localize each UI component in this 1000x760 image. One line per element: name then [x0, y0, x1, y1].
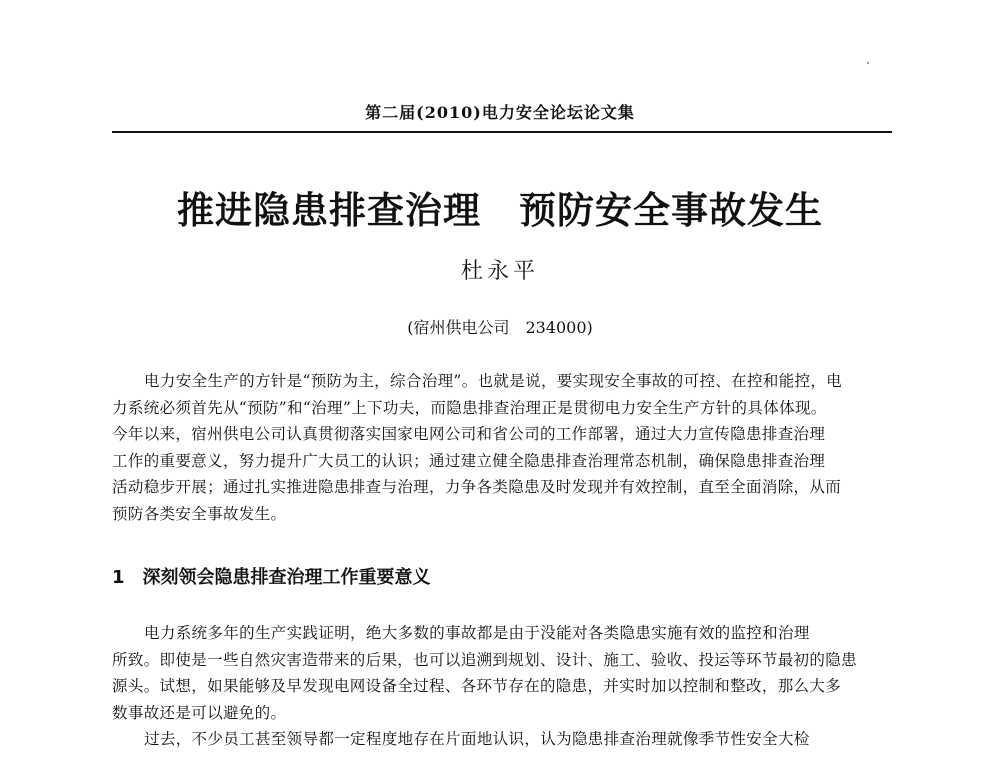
- body-line: 过去，不少员工甚至领导都一定程度地存在片面地认识，认为隐患排查治理就像季节性安全大检: [144, 730, 810, 748]
- header-rule: [112, 131, 892, 133]
- paper-title: 推进隐患排查治理 预防安全事故发生: [177, 189, 823, 232]
- body-line: 数事故还是可以避免的。: [112, 703, 287, 722]
- body-line: 电力系统多年的生产实践证明，绝大多数的事故都是由于没能对各类隐患实施有效的监控和治理: [144, 624, 810, 642]
- journal-header-title: 第二届(2010)电力安全论坛论文集: [365, 103, 635, 122]
- abstract-paragraph: [112, 368, 894, 527]
- abstract-line: 力系统必须首先从“预防”和“治理”上下功夫，而隐患排查治理正是贯彻电力安全生产方针的具体体现。: [112, 398, 827, 417]
- abstract-line: 今年以来，宿州供电公司认真贯彻落实国家电网公司和省公司的工作部署，通过大力宣传隐患排查治理: [112, 425, 826, 443]
- abstract-line: 工作的重要意义，努力提升广大员工的认识；通过建立健全隐患排查治理常态机制，确保隐患排查治理: [112, 451, 826, 470]
- section1-body: [112, 620, 894, 753]
- body-line: 源头。试想，如果能够及早发现电网设备全过程、各环节存在的隐患，并实时加以控制和整改，那么大多: [112, 677, 842, 695]
- author-affiliation: (宿州供电公司 234000): [407, 318, 593, 337]
- abstract-line: 活动稳步开展；通过扎实推进隐患排查与治理，力争各类隐患及时发现并有效控制，直至全面消除，从而: [112, 478, 842, 496]
- abstract-line: 电力安全生产的方针是“预防为主，综合治理”。也就是说，要实现安全事故的可控、在控和能控，电: [144, 372, 843, 390]
- author-name: 杜永平: [460, 259, 539, 284]
- section-heading-1: 1 深刻领会隐患排查治理工作重要意义: [112, 567, 431, 588]
- abstract-line: 预防各类安全事故发生。: [112, 504, 287, 523]
- body-line: 所致。即使是一些自然灾害造带来的后果，也可以追溯到规划、设计、施工、验收、投运等环节最初的隐患: [112, 650, 857, 669]
- scan-speck: [867, 62, 869, 64]
